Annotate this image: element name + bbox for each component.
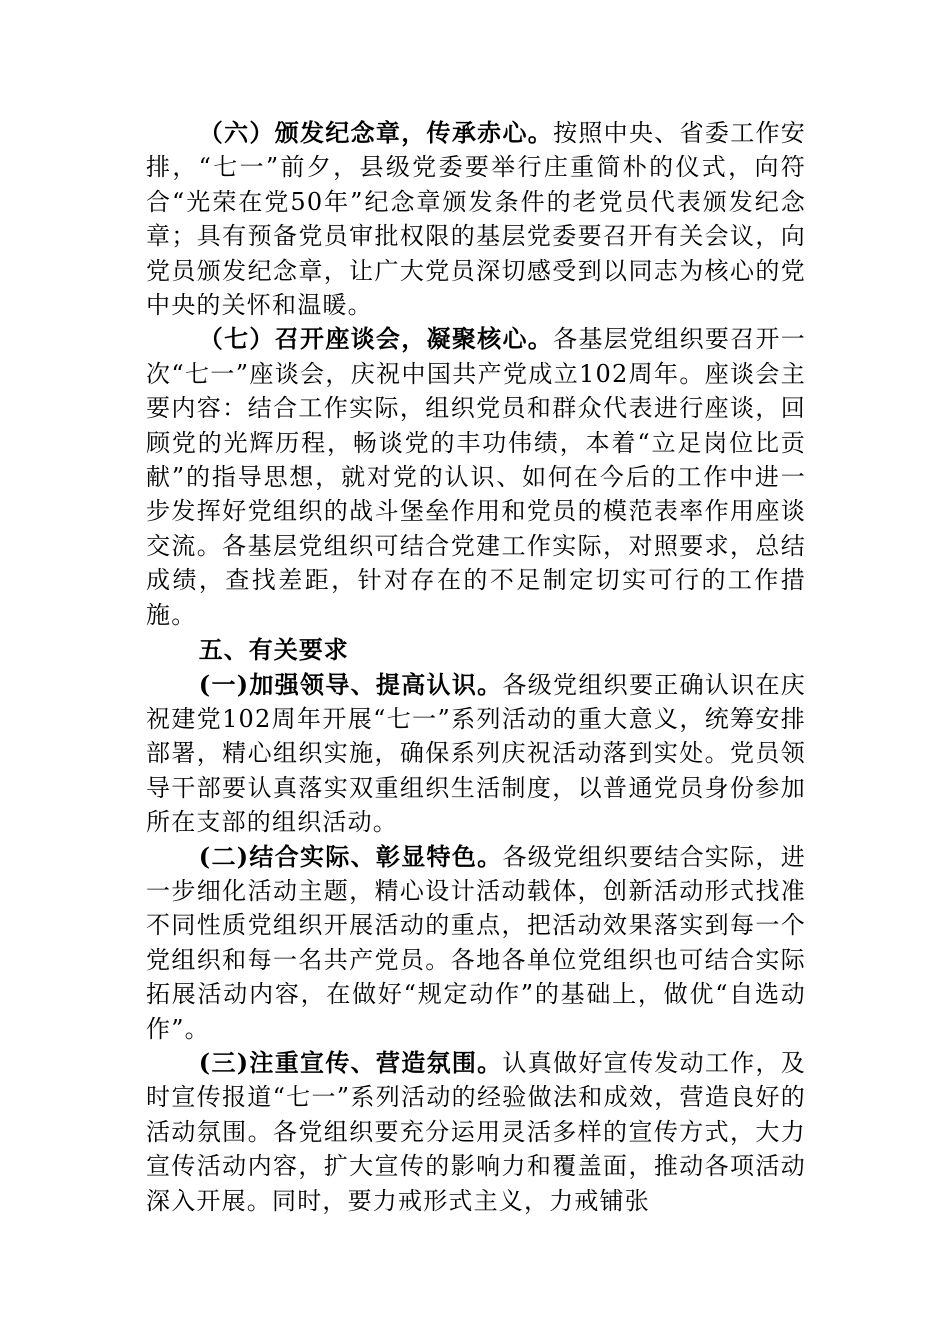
section-heading: 五、有关要求 (198, 636, 349, 665)
paragraph-six (146, 116, 806, 322)
paragraph-seven (146, 322, 806, 632)
requirement-two-lead: (二)结合实际、彰显特色。 (198, 841, 503, 871)
requirement-two-text: 各级党组织要结合实际，进一步细化活动主题，精心设计活动载体，创新活动形式找准不同性质党组织开展活动的重点，把活动效果落实到每一个党组织和每一名共产党员。各地各单位党组织也可结合实际拓展活动内容，在做好“规定动作”的基础上，做优“自选动作”。 (146, 842, 806, 1043)
paragraph-six-text: 按照中央、省委工作安排，“七一”前夕，县级党委要举行庄重简朴的仪式，向符合“光荣在党50年”纪念章颁发条件的老党员代表颁发纪念章；具有预备党员审批权限的基层党委要召开有关会议，向党员颁发纪念章，让广大党员深切感受到以同志为核心的党中央的关怀和温暖。 (146, 119, 806, 320)
requirement-one (146, 668, 806, 840)
document-body (146, 116, 806, 1218)
requirement-three-lead: (三)注重宣传、营造氛围。 (198, 1047, 503, 1077)
paragraph-seven-text: 各基层党组织要召开一次“七一”座谈会，庆祝中国共产党成立102周年。座谈会主要内容：结合工作实际，组织党员和群众代表进行座谈，回顾党的光辉历程，畅谈党的丰功伟绩，本着“立足岗位比贡献”的指导思想，就对党的认识、如何在今后的工作中进一步发挥好党组织的战斗堡垒作用和党员的模范表率作用座谈交流。各基层党组织可结合党建工作实际，对照要求，总结成绩，查找差距，针对存在的不足制定切实可行的工作措施。 (146, 325, 806, 629)
requirement-one-text: 各级党组织要正确认识在庆祝建党102周年开展“七一”系列活动的重大意义，统筹安排部署，精心组织实施，确保系列庆祝活动落到实处。党员领导干部要认真落实双重组织生活制度，以普通党员身份参加所在支部的组织活动。 (146, 670, 806, 837)
requirement-three-text: 认真做好宣传发动工作，及时宣传报道“七一”系列活动的经验做法和成效，营造良好的活动氛围。各党组织要充分运用灵活多样的宣传方式，大力宣传活动内容，扩大宣传的影响力和覆盖面，推动各项活动深入开展。同时，要力戒形式主义，力戒铺张 (146, 1048, 806, 1215)
paragraph-six-lead: （六）颁发纪念章，传承赤心。 (198, 118, 554, 147)
paragraph-seven-lead: （七）召开座谈会，凝聚核心。 (198, 324, 554, 354)
requirement-three (146, 1046, 806, 1218)
requirement-one-lead: (一)加强领导、提高认识。 (198, 669, 503, 699)
requirement-two (146, 840, 806, 1046)
